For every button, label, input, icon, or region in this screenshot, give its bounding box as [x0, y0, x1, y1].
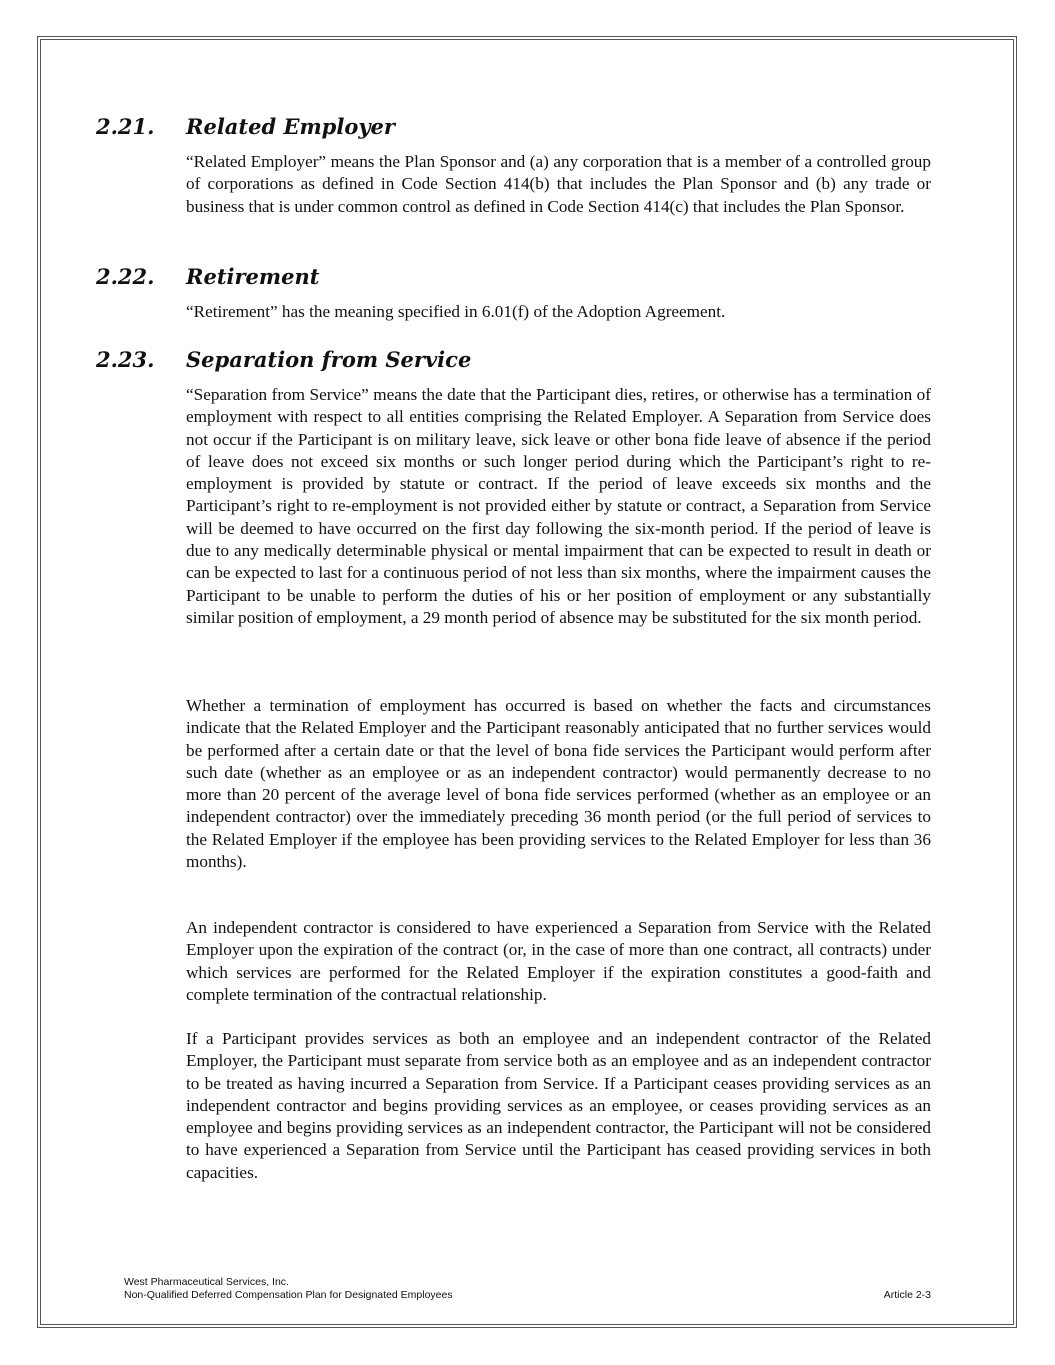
section-number: 2.21. [96, 114, 155, 139]
independent-contractor-paragraph: An independent contractor is considered to have experienced a Separation from Service with the Related Employer upon the expiration of the contract (or, in the case of more than one contract, all contracts) under which services are performed for the Related Employer if the expiration constitutes a good-faith and complete termination of the contractual relationship. [186, 918, 931, 1004]
section-number: 2.22. [96, 264, 155, 289]
footer-company: West Pharmaceutical Services, Inc. [124, 1276, 289, 1288]
section-heading-2-23 [96, 347, 471, 373]
section-title: Retirement [186, 264, 320, 289]
section-heading-2-22 [96, 264, 319, 290]
separation-definition-paragraph: “Separation from Service” means the date that the Participant dies, retires, or otherwise has a termination of employment with respect to all entities comprising the Related Employer. A Separation from Service does not occur if the Participant is on military leave, sick leave or other bona fide leave of absence if the period of leave does not exceed six months or such longer period during which the Participant’s right to re-employment is provided by statute or contract. If the period of leave exceeds six months and the Participant’s right to re-employment is not provided either by statute or contract, a Separation from Service will be deemed to have occurred on the first day following the six-month period. If the period of leave is due to any medically determinable physical or mental impairment that can be expected to result in death or can be expected to last for a continuous period of not less than six months, where the impairment causes the Participant to be unable to perform the duties of his or her position of employment or any substantially similar position of employment, a 29 month period of absence may be substituted for the six month period. [186, 385, 931, 627]
dual-status-paragraph: If a Participant provides services as both an employee and an independent contractor of the Related Employer, the Participant must separate from service both as an employee and as an independent contractor to be treated as having incurred a Separation from Service. If a Participant ceases providing services as an independent contractor and begins providing services as an employee, or ceases providing services as an employee and begins providing services as an independent contractor, the Participant will not be considered to have experienced a Separation from Service until the Participant has ceased providing services in both capacities. [186, 1029, 931, 1182]
termination-determination-paragraph: Whether a termination of employment has occurred is based on whether the facts and circumstances indicate that the Related Employer and the Participant reasonably anticipated that no further services would be performed after a certain date or that the level of bona fide services the Participant would perform after such date (whether as an employee or as an independent contractor) would permanently decrease to no more than 20 percent of the average level of bona fide services performed (whether as an employee or an independent contractor) over the immediately preceding 36 month period (or the full period of services to the Related Employer if the employee has been providing services to the Related Employer for less than 36 months). [186, 696, 931, 872]
section-title: Related Employer [186, 114, 395, 139]
section-heading-2-21 [96, 114, 395, 140]
footer-page-label: Article 2-3 [883, 1289, 931, 1301]
related-employer-paragraph: “Related Employer” means the Plan Sponsor and (a) any corporation that is a member of a controlled group of corporations as defined in Code Section 414(b) that includes the Plan Sponsor and (b) any trade or business that is under common control as defined in Code Section 414(c) that includes the Plan Sponsor. [186, 152, 931, 216]
section-number: 2.23. [96, 347, 155, 372]
footer-left [124, 1276, 453, 1302]
section-title: Separation from Service [186, 347, 472, 372]
footer-plan-name: Non-Qualified Deferred Compensation Plan for Designated Employees [124, 1289, 453, 1301]
retirement-paragraph: “Retirement” has the meaning specified in 6.01(f) of the Adoption Agreement. [186, 302, 726, 321]
